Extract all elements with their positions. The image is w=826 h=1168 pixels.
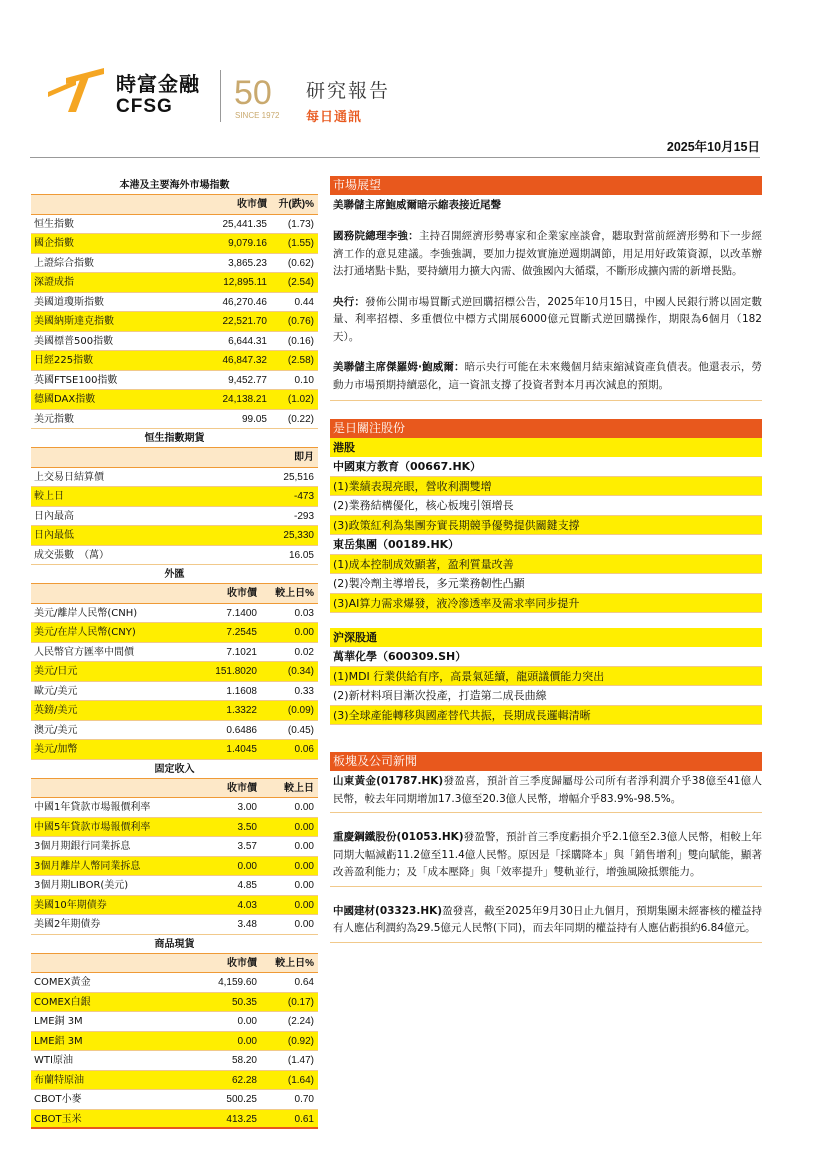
row-change: (1.64) bbox=[287, 1074, 314, 1086]
table-row bbox=[31, 1051, 318, 1071]
row-value: -473 bbox=[293, 491, 314, 502]
row-change: (1.02) bbox=[287, 394, 314, 405]
row-change: 0.33 bbox=[294, 685, 314, 697]
table-row bbox=[31, 662, 318, 682]
sh-stocks-label: 沪深股通 bbox=[330, 628, 762, 647]
market-data-column bbox=[31, 176, 318, 1129]
row-label: 3個月期LIBOR(美元) bbox=[34, 880, 129, 891]
stock-name: 萬華化學（600309.SH） bbox=[330, 647, 762, 667]
row-change: 0.00 bbox=[294, 860, 314, 872]
row-change: (0.09) bbox=[287, 705, 314, 716]
row-label: 上交易日結算價 bbox=[34, 471, 104, 483]
stocks-section-title: 是日關注股份 bbox=[330, 419, 762, 438]
row-value: 22,521.70 bbox=[222, 316, 267, 327]
stock-point: (1)MDI 行業供給有序，高景氣延續，龍頭議價能力突出 bbox=[330, 667, 762, 687]
cfsg-logo-mark-icon bbox=[46, 66, 108, 112]
hk-stocks-label: 港股 bbox=[330, 438, 762, 457]
row-change: (0.17) bbox=[287, 996, 314, 1008]
row-change: (0.16) bbox=[287, 335, 314, 347]
table-row bbox=[31, 468, 318, 488]
row-label: 人民幣官方匯率中間價 bbox=[34, 646, 134, 658]
row-change: 0.00 bbox=[294, 899, 314, 911]
row-label: 布蘭特原油 bbox=[34, 1074, 84, 1086]
row-value: 1.1608 bbox=[226, 685, 257, 697]
row-change: (2.54) bbox=[287, 277, 314, 288]
table-row bbox=[31, 1012, 318, 1032]
row-change: 0.00 bbox=[294, 841, 314, 852]
row-label: 英鎊/美元 bbox=[34, 705, 78, 716]
table-row bbox=[31, 604, 318, 624]
stock-point: (3)政策紅利為集團夯實長期競爭優勢提供關鍵支撐 bbox=[330, 516, 762, 536]
news-text: 發盈警，預計首三季度虧損介乎2.1億至2.3億人民幣，相較上年同期大幅減虧11.2億至11.4億人民幣。原因是「採購降本」與「銷售增利」雙向賦能，顯著改善盈利能力；及「成本壓降」與「效率提升」雙軌並行，增強風險抵禦能力。 bbox=[333, 831, 762, 878]
row-value: -293 bbox=[293, 510, 314, 522]
row-change: (1.47) bbox=[287, 1055, 314, 1066]
outlook-paragraph bbox=[330, 294, 762, 347]
fixed-income-col-close: 收市價 bbox=[227, 782, 257, 794]
news-text: 盈發喜，截至2025年9月30日止九個月，預期集團未經審核的權益持有人應佔利潤約為29.5億元人民幣(下同)，而去年同期的權益持有人應佔虧損約6.84億元。 bbox=[333, 904, 763, 934]
row-value: 0.00 bbox=[237, 1016, 257, 1027]
stock-name: 中國東方教育（00667.HK） bbox=[330, 457, 762, 477]
table-row bbox=[31, 721, 318, 741]
commentary-column bbox=[330, 176, 762, 943]
row-value: 0.00 bbox=[237, 860, 257, 872]
commodities-table bbox=[31, 973, 318, 1129]
fx-title: 外匯 bbox=[31, 565, 318, 584]
table-row bbox=[31, 1032, 318, 1052]
row-value: 3.50 bbox=[237, 821, 257, 833]
fx-col-change: 較上日% bbox=[275, 588, 314, 599]
commodities-title: 商品現貨 bbox=[31, 935, 318, 954]
row-change: 0.64 bbox=[294, 977, 314, 988]
stock-point: (3)全球產能轉移與國產替代共振，長期成長邏輯清晰 bbox=[330, 706, 762, 726]
news-text: 發盈喜，預計首三季度歸屬母公司所有者淨利潤介乎38億至41億人民幣，較去年同期增加17.3億至20.3億人民幣，增幅介乎83.9%-98.5%。 bbox=[333, 775, 762, 805]
row-label: 日經225指數 bbox=[34, 355, 94, 366]
table-row bbox=[31, 312, 318, 332]
table-row bbox=[31, 351, 318, 371]
indices-title: 本港及主要海外市場指數 bbox=[31, 176, 318, 195]
row-value: 46,270.46 bbox=[222, 296, 267, 308]
fixed-income-header bbox=[31, 779, 318, 799]
row-value: 9,079.16 bbox=[228, 238, 267, 249]
hsi-futures-col: 即月 bbox=[294, 452, 314, 463]
fixed-income-title: 固定收入 bbox=[31, 760, 318, 779]
row-value: 7.1021 bbox=[226, 646, 257, 658]
row-label: COMEX黃金 bbox=[34, 977, 91, 988]
row-label: CBOT小麥 bbox=[34, 1094, 82, 1105]
paragraph-text: 發佈公開市場買斷式逆回購招標公告，2025年10月15日，中國人民銀行將以固定數量、利率招標、多重價位中標方式開展6000億元買斷式逆回購操作，期限為6個月（182天）。 bbox=[333, 295, 762, 343]
row-label: 歐元/美元 bbox=[34, 685, 78, 697]
outlook-paragraphs bbox=[330, 228, 762, 394]
table-row bbox=[31, 1110, 318, 1130]
row-label: 美國納斯達克指數 bbox=[34, 316, 114, 327]
row-change: 0.00 bbox=[294, 627, 314, 638]
hk-stocks-list bbox=[330, 457, 762, 613]
row-value: 4.85 bbox=[237, 880, 257, 891]
indices-table bbox=[31, 215, 318, 430]
row-label: 中國5年貸款市場報價利率 bbox=[34, 821, 151, 833]
row-change: (1.55) bbox=[287, 238, 314, 249]
table-row bbox=[31, 254, 318, 274]
row-change: 0.61 bbox=[294, 1113, 314, 1125]
row-value: 16.05 bbox=[288, 549, 314, 561]
row-change: 0.00 bbox=[294, 802, 314, 813]
paragraph-lead: 央行： bbox=[333, 295, 366, 308]
outlook-divider bbox=[330, 400, 762, 401]
outlook-section-title: 市場展望 bbox=[330, 176, 762, 195]
table-row bbox=[31, 837, 318, 857]
row-value: 62.28 bbox=[231, 1074, 257, 1086]
row-value: 7.1400 bbox=[226, 607, 257, 619]
row-value: 1.3322 bbox=[226, 705, 257, 716]
row-change: 0.10 bbox=[294, 374, 314, 386]
stock-point: (1)業績表現亮眼，營收利潤雙增 bbox=[330, 477, 762, 497]
news-list bbox=[330, 773, 762, 943]
row-value: 58.20 bbox=[231, 1055, 257, 1066]
news-section-title: 板塊及公司新聞 bbox=[330, 752, 762, 771]
header-divider bbox=[30, 157, 760, 158]
news-lead: 山東黃金(01787.HK) bbox=[333, 775, 444, 787]
anniversary-since: SINCE 1972 bbox=[235, 111, 280, 120]
paragraph-lead: 國務院總理李強： bbox=[333, 230, 419, 242]
row-label: 美元/加幣 bbox=[34, 744, 78, 755]
news-divider bbox=[330, 886, 762, 887]
news-item bbox=[330, 829, 762, 882]
commodities-col-change: 較上日% bbox=[275, 957, 314, 969]
row-label: 德國DAX指數 bbox=[34, 394, 96, 405]
fx-table bbox=[31, 604, 318, 760]
table-row bbox=[31, 701, 318, 721]
row-label: WTI原油 bbox=[34, 1055, 73, 1066]
row-label: 國企指數 bbox=[34, 238, 74, 249]
table-row bbox=[31, 332, 318, 352]
row-label: 美元/日元 bbox=[34, 666, 78, 677]
row-change: (0.34) bbox=[287, 666, 314, 677]
row-change: (2.24) bbox=[287, 1016, 314, 1027]
row-value: 4.03 bbox=[237, 899, 257, 911]
row-change: (0.45) bbox=[287, 724, 314, 736]
table-row bbox=[31, 487, 318, 507]
row-change: (0.92) bbox=[287, 1035, 314, 1047]
row-label: 美元/在岸人民幣(CNY) bbox=[34, 627, 136, 638]
paragraph-text: 暗示央行可能在未來幾個月結束縮減資產負債表。他還表示，勞動力市場預期持續惡化，這一資訊支撐了投資者對本月再次減息的預期。 bbox=[333, 361, 762, 391]
fixed-income-table bbox=[31, 798, 318, 935]
row-change: 0.00 bbox=[294, 880, 314, 891]
row-value: 413.25 bbox=[226, 1113, 257, 1125]
row-label: LME銅 3M bbox=[34, 1016, 83, 1027]
commodities-header bbox=[31, 954, 318, 974]
row-value: 99.05 bbox=[241, 413, 267, 425]
row-label: 中國1年貸款市場報價利率 bbox=[34, 802, 151, 813]
table-row bbox=[31, 273, 318, 293]
row-value: 0.00 bbox=[237, 1035, 257, 1047]
report-date: 2025年10月15日 bbox=[666, 140, 760, 154]
outlook-paragraph bbox=[330, 228, 762, 281]
row-value: 50.35 bbox=[231, 996, 257, 1008]
logo-english-name: CFSG bbox=[116, 96, 173, 117]
news-item bbox=[330, 773, 762, 808]
row-value: 4,159.60 bbox=[218, 977, 257, 988]
table-row bbox=[31, 1090, 318, 1110]
row-value: 7.2545 bbox=[226, 627, 257, 638]
row-value: 25,330 bbox=[283, 530, 314, 541]
news-lead: 中國建材(03323.HK) bbox=[333, 904, 443, 917]
row-value: 25,441.35 bbox=[222, 218, 267, 230]
indices-col-change: 升(跌)% bbox=[278, 199, 314, 210]
table-row bbox=[31, 857, 318, 877]
row-label: 美國道瓊斯指數 bbox=[34, 296, 104, 308]
row-label: 3個月離岸人幣同業拆息 bbox=[34, 860, 141, 872]
row-change: (0.22) bbox=[287, 413, 314, 425]
row-value: 3.00 bbox=[237, 802, 257, 813]
row-value: 25,516 bbox=[283, 471, 314, 483]
table-row bbox=[31, 993, 318, 1013]
row-label: 美元指數 bbox=[34, 413, 74, 425]
outlook-headline: 美聯儲主席鮑威爾暗示縮表接近尾聲 bbox=[333, 199, 501, 211]
hsi-futures-header bbox=[31, 448, 318, 468]
table-row bbox=[31, 643, 318, 663]
row-label: 上證綜合指數 bbox=[34, 257, 94, 269]
table-row bbox=[31, 1071, 318, 1091]
table-row bbox=[31, 507, 318, 527]
row-value: 6,644.31 bbox=[228, 335, 267, 347]
anniversary-number: 50 bbox=[234, 74, 272, 112]
row-label: 澳元/美元 bbox=[34, 724, 78, 736]
logo-divider bbox=[220, 70, 221, 122]
table-row bbox=[31, 896, 318, 916]
row-label: 成交張數 （萬） bbox=[34, 549, 109, 561]
row-label: CBOT玉米 bbox=[34, 1113, 82, 1125]
row-change: 0.00 bbox=[294, 919, 314, 930]
row-label: 3個月期銀行同業拆息 bbox=[34, 841, 131, 852]
row-change: (0.76) bbox=[287, 316, 314, 327]
table-row bbox=[31, 915, 318, 935]
row-value: 3.57 bbox=[237, 841, 257, 852]
row-value: 46,847.32 bbox=[222, 355, 267, 366]
table-row bbox=[31, 234, 318, 254]
hsi-futures-title: 恒生指數期貨 bbox=[31, 429, 318, 448]
news-divider bbox=[330, 942, 762, 943]
row-label: 美元/離岸人民幣(CNH) bbox=[34, 607, 138, 619]
row-label: 英國FTSE100指數 bbox=[34, 374, 118, 386]
table-row bbox=[31, 740, 318, 760]
table-row bbox=[31, 973, 318, 993]
indices-col-close: 收市價 bbox=[237, 199, 267, 210]
stock-point: (3)AI算力需求爆發，液冷滲透率及需求率同步提升 bbox=[330, 594, 762, 614]
row-value: 0.6486 bbox=[226, 724, 257, 736]
row-label: 日內最低 bbox=[34, 530, 74, 541]
fx-header bbox=[31, 584, 318, 604]
row-change: 0.06 bbox=[294, 744, 314, 755]
table-row bbox=[31, 390, 318, 410]
row-value: 500.25 bbox=[226, 1094, 257, 1105]
row-label: 美國2年期債券 bbox=[34, 919, 101, 930]
row-change: 0.00 bbox=[294, 821, 314, 833]
outlook-paragraph bbox=[330, 359, 762, 394]
stock-point: (2)業務結構優化，核心板塊引領增長 bbox=[330, 496, 762, 516]
report-title: 研究報告 bbox=[306, 80, 391, 102]
stock-point: (2)製冷劑主導增長，多元業務韌性凸顯 bbox=[330, 574, 762, 594]
row-value: 151.8020 bbox=[215, 666, 257, 677]
row-change: 0.44 bbox=[294, 296, 314, 308]
row-value: 1.4045 bbox=[226, 744, 257, 755]
table-row bbox=[31, 215, 318, 235]
table-row bbox=[31, 682, 318, 702]
row-label: 較上日 bbox=[34, 491, 64, 502]
hsi-futures-table bbox=[31, 468, 318, 566]
table-row bbox=[31, 623, 318, 643]
table-row bbox=[31, 546, 318, 566]
table-row bbox=[31, 876, 318, 896]
table-row bbox=[31, 410, 318, 430]
indices-header bbox=[31, 195, 318, 215]
report-subtitle: 每日通訊 bbox=[306, 110, 363, 125]
paragraph-lead: 美聯儲主席傑羅姆·鮑威爾： bbox=[333, 361, 465, 373]
fixed-income-col-change: 較上日 bbox=[284, 782, 314, 794]
table-row bbox=[31, 818, 318, 838]
news-lead: 重慶鋼鐵股份(01053.HK) bbox=[333, 831, 464, 843]
commodities-col-close: 收市價 bbox=[227, 957, 257, 969]
stock-point: (2)新材料項目漸次投產，打造第二成長曲線 bbox=[330, 686, 762, 706]
row-label: 美國10年期債券 bbox=[34, 899, 107, 911]
anniversary-50-logo-icon bbox=[230, 70, 290, 122]
logo-chinese-name: 時富金融 bbox=[116, 72, 200, 96]
row-value: 3,865.23 bbox=[228, 257, 267, 269]
fx-col-close: 收市價 bbox=[227, 588, 257, 599]
row-value: 12,895.11 bbox=[223, 277, 267, 288]
row-change: (2.58) bbox=[287, 355, 314, 366]
row-change: 0.02 bbox=[294, 646, 314, 658]
row-value: 24,138.21 bbox=[222, 394, 267, 405]
stock-point: (1)成本控制成效顯著，盈利質量改善 bbox=[330, 555, 762, 575]
table-row bbox=[31, 798, 318, 818]
row-label: COMEX白銀 bbox=[34, 996, 91, 1008]
row-label: LME鋁 3M bbox=[34, 1035, 83, 1047]
row-change: (1.73) bbox=[287, 218, 314, 230]
news-divider bbox=[330, 812, 762, 813]
row-change: (0.62) bbox=[287, 257, 314, 269]
row-value: 9,452.77 bbox=[228, 374, 267, 386]
row-label: 美國標普500指數 bbox=[34, 335, 114, 347]
table-row bbox=[31, 371, 318, 391]
row-label: 日內最高 bbox=[34, 510, 74, 522]
stock-name: 東岳集團（00189.HK） bbox=[330, 535, 762, 555]
row-change: 0.03 bbox=[294, 607, 314, 619]
row-label: 恒生指數 bbox=[34, 218, 74, 230]
table-row bbox=[31, 293, 318, 313]
table-row bbox=[31, 526, 318, 546]
row-change: 0.70 bbox=[294, 1094, 314, 1105]
paragraph-text: 主持召開經濟形勢專家和企業家座談會，聽取對當前經濟形勢和下一步經濟工作的意見建議。李強強調，要加力提效實施逆週期調節，用足用好政策資源，以改革辦法打通堵點卡點，要持續用力擴大內需、做強國內大循環，不斷形成擴內需的新增長點。 bbox=[333, 230, 763, 277]
row-value: 3.48 bbox=[237, 919, 257, 930]
row-label: 深證成指 bbox=[34, 277, 74, 288]
news-item bbox=[330, 903, 762, 938]
sh-stocks-list bbox=[330, 647, 762, 725]
